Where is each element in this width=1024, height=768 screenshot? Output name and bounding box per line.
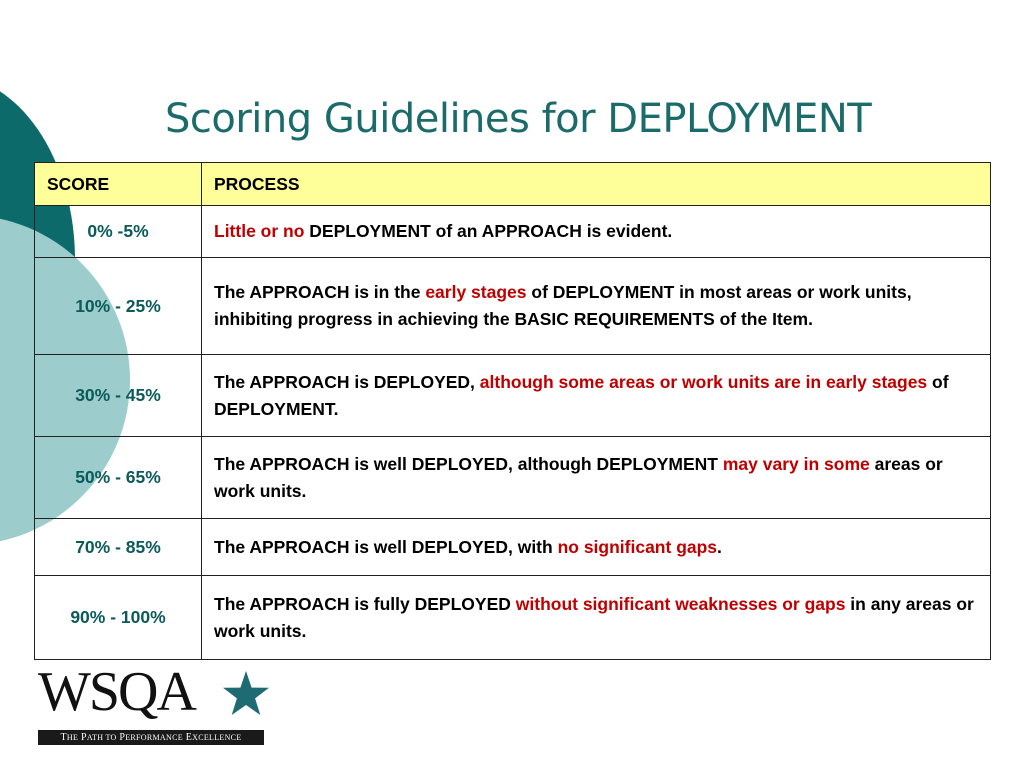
process-text: of DEPLOYMENT in most areas or work units, inhibiting progress in achieving the BASIC REQUIREMENTS of the Item. xyxy=(214,282,912,329)
process-text: The APPROACH is fully DEPLOYED xyxy=(214,593,516,614)
process-text: early stages xyxy=(425,282,527,302)
process-text: . xyxy=(717,536,722,557)
table-row xyxy=(35,355,991,437)
process-text: The APPROACH is DEPLOYED, xyxy=(214,371,480,392)
table-row xyxy=(35,206,991,258)
table-header-row xyxy=(35,163,991,206)
logo-wordmark: WSQA xyxy=(38,661,195,723)
score-cell: 70% - 85% xyxy=(35,519,202,576)
score-cell: 10% - 25% xyxy=(35,258,202,355)
process-text: DEPLOYMENT of an APPROACH is evident. xyxy=(304,221,673,241)
process-text: without significant weaknesses or gaps xyxy=(515,593,846,614)
table-row xyxy=(35,258,991,355)
process-text: of DEPLOYMENT. xyxy=(214,371,949,419)
process-cell xyxy=(202,258,991,355)
process-text: in any areas or work units. xyxy=(214,593,974,641)
logo-tagline: THE PATH TO PERFORMANCE EXCELLENCE xyxy=(38,730,264,745)
process-cell xyxy=(202,206,991,258)
process-text: no significant gaps xyxy=(557,536,718,557)
score-cell: 90% - 100% xyxy=(35,576,202,660)
star-icon xyxy=(222,670,270,718)
process-cell xyxy=(202,437,991,519)
wsqa-logo xyxy=(36,661,268,746)
process-column-header: PROCESS xyxy=(202,163,991,206)
slide-title: Scoring Guidelines for DEPLOYMENT xyxy=(165,96,872,142)
process-text: Little or no xyxy=(214,221,305,241)
process-text: The APPROACH is in the xyxy=(214,282,426,302)
process-text: areas or work units. xyxy=(214,453,943,501)
table-row xyxy=(35,576,991,660)
score-cell: 0% -5% xyxy=(35,206,202,258)
process-cell xyxy=(202,355,991,437)
score-cell: 50% - 65% xyxy=(35,437,202,519)
scoring-table xyxy=(34,162,991,660)
score-column-header: SCORE xyxy=(35,163,202,206)
process-cell xyxy=(202,519,991,576)
table-row xyxy=(35,519,991,576)
process-text: The APPROACH is well DEPLOYED, with xyxy=(214,536,558,557)
process-text: although some areas or work units are in early stages xyxy=(479,371,928,392)
table-row xyxy=(35,437,991,519)
score-cell: 30% - 45% xyxy=(35,355,202,437)
process-cell xyxy=(202,576,991,660)
process-text: The APPROACH is well DEPLOYED, although DEPLOYMENT xyxy=(214,453,723,474)
process-text: may vary in some xyxy=(722,453,870,474)
